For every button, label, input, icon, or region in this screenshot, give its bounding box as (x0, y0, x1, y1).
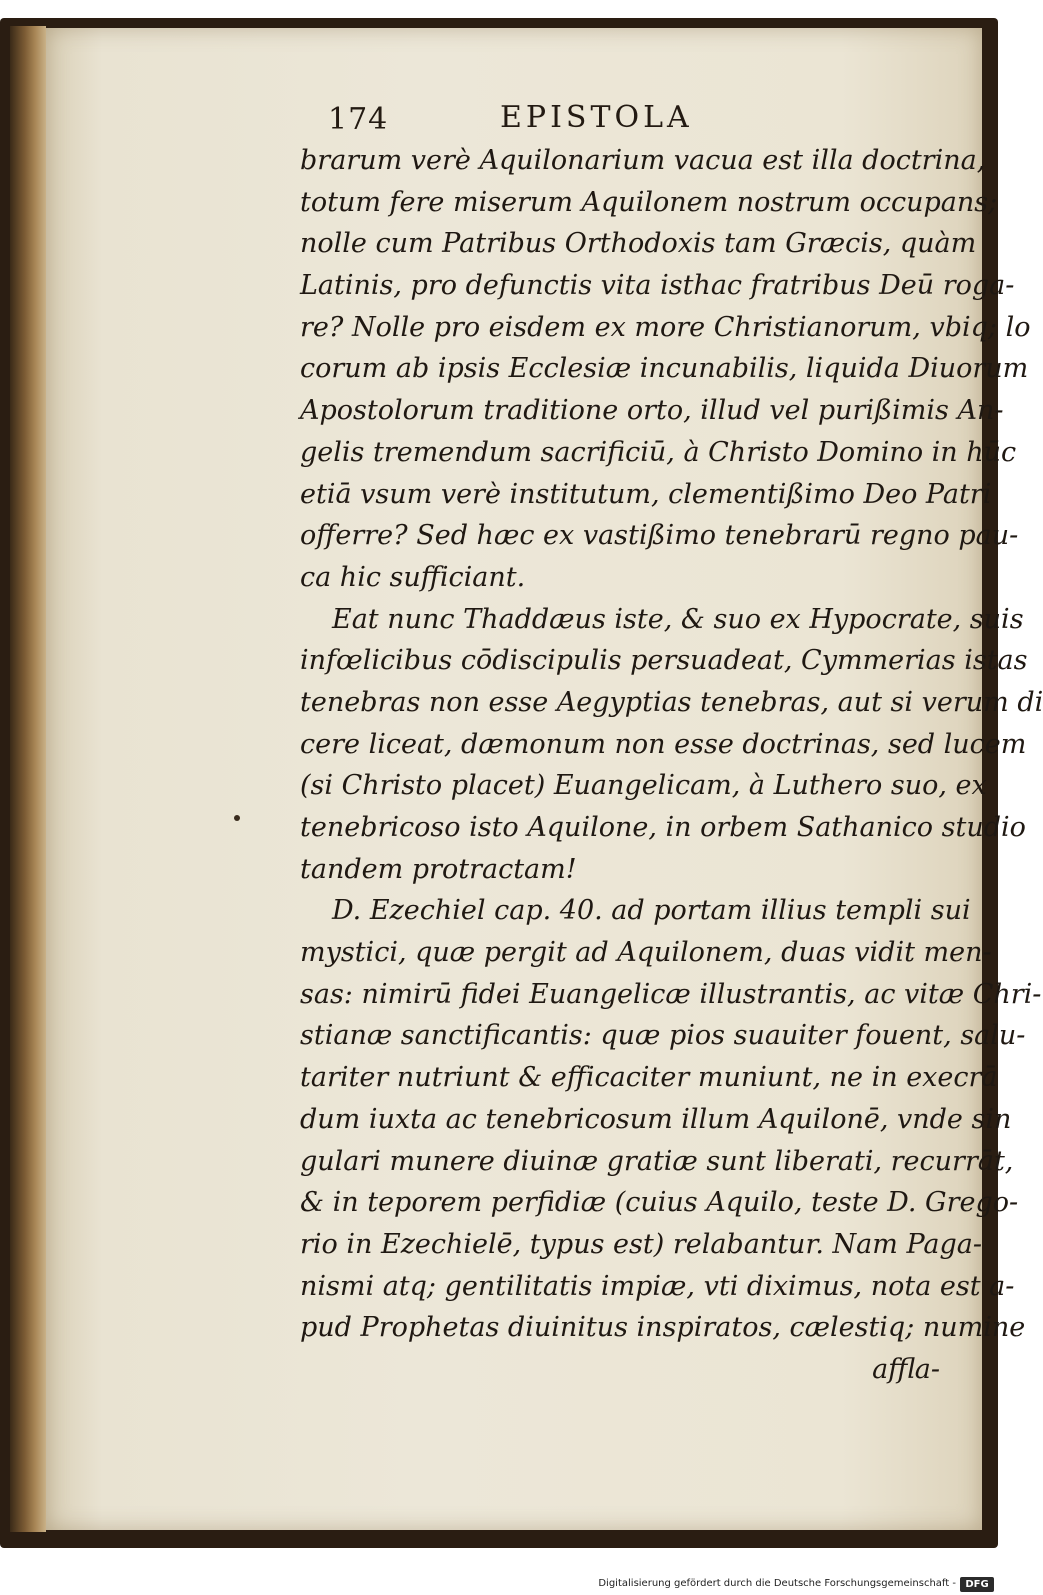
catchword: affla- (872, 1353, 940, 1385)
text-line: gelis tremendum sacrificiū, à Christo Domino in hūc (300, 436, 1017, 468)
text-line: mystici, quæ pergit ad Aquilonem, duas vidit men- (300, 937, 992, 969)
text-line: tenebricoso isto Aquilone, in orbem Sathanico studio (300, 812, 1026, 843)
running-head: EPISTOLA (500, 100, 693, 135)
text-line: totum fere miserum Aquilonem nostrum occupans; (300, 186, 998, 218)
text-line: cere liceat, dæmonum non esse doctrinas, sed lucem (300, 728, 1027, 760)
text-line: Latinis, pro defunctis vita isthac fratribus Deū roga- (300, 270, 1015, 302)
text-line: brarum verè Aquilonarium vacua est illa doctrina, (300, 145, 986, 176)
text-line: ca hic sufficiant. (300, 561, 526, 593)
text-line: (si Christo placet) Euangelicam, à Luthero suo, ex (300, 770, 987, 802)
dfg-logo: DFG (960, 1577, 994, 1592)
text-line: re? Nolle pro eisdem ex more Christianorum, vbiq; lo (300, 311, 1031, 343)
text-line: Apostolorum traditione orto, illud vel purißimis An- (300, 395, 1004, 427)
text-line: etiā vsum verè institutum, clementißimo Deo Patri (300, 478, 992, 510)
text-line: gulari munere diuinæ gratiæ sunt liberati, recurrāt, (300, 1145, 1014, 1177)
text-line: dum iuxta ac tenebricosum illum Aquilonē, vnde sin (300, 1103, 1012, 1135)
digitization-footer (0, 1576, 1000, 1595)
text-line: tandem protractam! (300, 853, 577, 885)
text-line: nolle cum Patribus Orthodoxis tam Græcis, quàm (300, 228, 977, 260)
body-text (300, 140, 1043, 1391)
text-line: pud Prophetas diuinitus inspiratos, cælestiq; numine (300, 1312, 1026, 1344)
text-line: stianæ sanctificantis: quæ pios suauiter fouent, salu- (300, 1020, 1026, 1052)
text-line: rio in Ezechielē, typus est) relabantur. Nam Paga- (300, 1228, 983, 1260)
text-line: sas: nimirū fidei Euangelicæ illustrantis, ac vitæ Chri- (300, 978, 1042, 1010)
funding-credit: Digitalisierung gefördert durch die Deutsche Forschungsgemeinschaft - (598, 1578, 956, 1589)
text-line: tariter nutriunt & efficaciter muniunt, ne in execrā (300, 1062, 998, 1094)
text-line: corum ab ipsis Ecclesiæ incunabilis, liquida Diuorum (300, 353, 1029, 385)
ink-spot (234, 815, 240, 821)
page-fore-edge (10, 26, 46, 1532)
text-line: nismi atq; gentilitatis impiæ, vti diximus, nota est a- (300, 1270, 1015, 1302)
paragraph-start-line: Eat nunc Thaddæus iste, & suo ex Hypocrate, suis (332, 603, 1024, 635)
paragraph-start-line: D. Ezechiel cap. 40. ad portam illius templi sui (332, 895, 971, 927)
page-number: 174 (328, 102, 389, 137)
text-line: tenebras non esse Aegyptias tenebras, aut si verum di (300, 686, 1043, 718)
text-line: infœlicibus cōdiscipulis persuadeat, Cymmerias istas (300, 645, 1028, 677)
text-line: & in teporem perfidiæ (cuius Aquilo, teste D. Grego- (300, 1187, 1019, 1219)
text-line: offerre? Sed hæc ex vastißimo tenebrarū regno pau- (300, 520, 1019, 552)
page-header (328, 98, 748, 138)
